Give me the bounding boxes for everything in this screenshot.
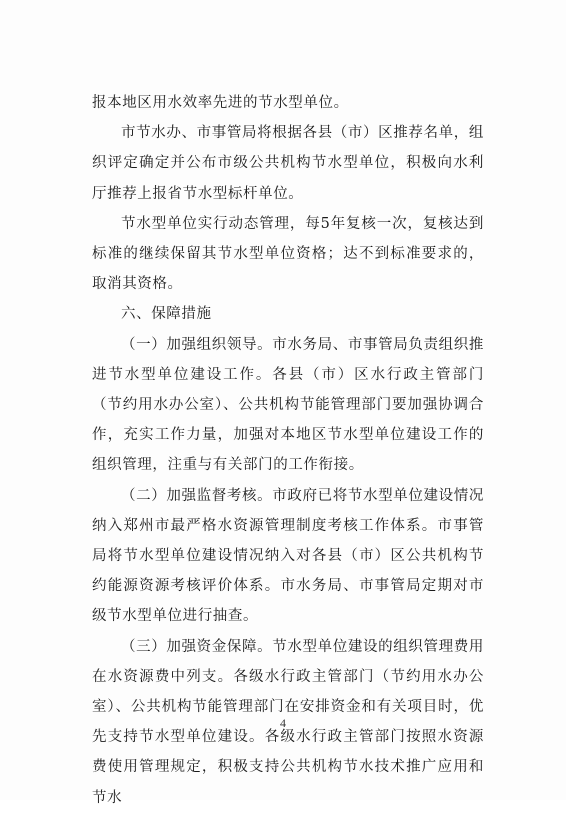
paragraph-continuation: 报本地区用水效率先进的节水型单位。 — [92, 95, 349, 111]
document-body — [92, 88, 484, 813]
paragraph-supervision-assessment: （二）加强监督考核。市政府已将节水型单位建设情况纳入郑州市最严格水资源管理制度考核工作体系。市事管局将节水型单位建设情况纳入对各县（市）区公共机构节约能源资源考核评价体系。市水务局、市事管局定期对市级节水型单位进行抽查。 — [92, 487, 484, 625]
paragraph-dynamic-management: 节水型单位实行动态管理，每5年复核一次，复核达到标准的继续保留其节水型单位资格；达不到标准要求的，取消其资格。 — [92, 215, 484, 293]
paragraph-recommendation: 市节水办、市事管局将根据各县（市）区推荐名单，组织评定确定并公布市级公共机构节水型单位，积极向水利厅推荐上报省节水型标杆单位。 — [92, 125, 484, 202]
paragraph-organization-leadership: （一）加强组织领导。市水务局、市事管局负责组织推进节水型单位建设工作。各县（市）区水行政主管部门（节约用水办公室）、公共机构节能管理部门要加强协调合作，充实工作力量，加强对本地区节水型单位建设工作的组织管理，注重与有关部门的工作衔接。 — [92, 336, 484, 474]
page-number: 4 — [280, 716, 286, 730]
section-heading-safeguards: 六、保障措施 — [121, 306, 212, 323]
paragraph-funding-guarantee: （三）加强资金保障。节水型单位建设的组织管理费用在水资源费中列支。各级水行政主管部门（节约用水办公室）、公共机构节能管理部门在安排资金和有关项目时，优先支持节水型单位建设。各级水行政主管部门按照水资源费使用管理规定，积极支持公共机构节水技术推广应用和节水 — [92, 638, 484, 806]
